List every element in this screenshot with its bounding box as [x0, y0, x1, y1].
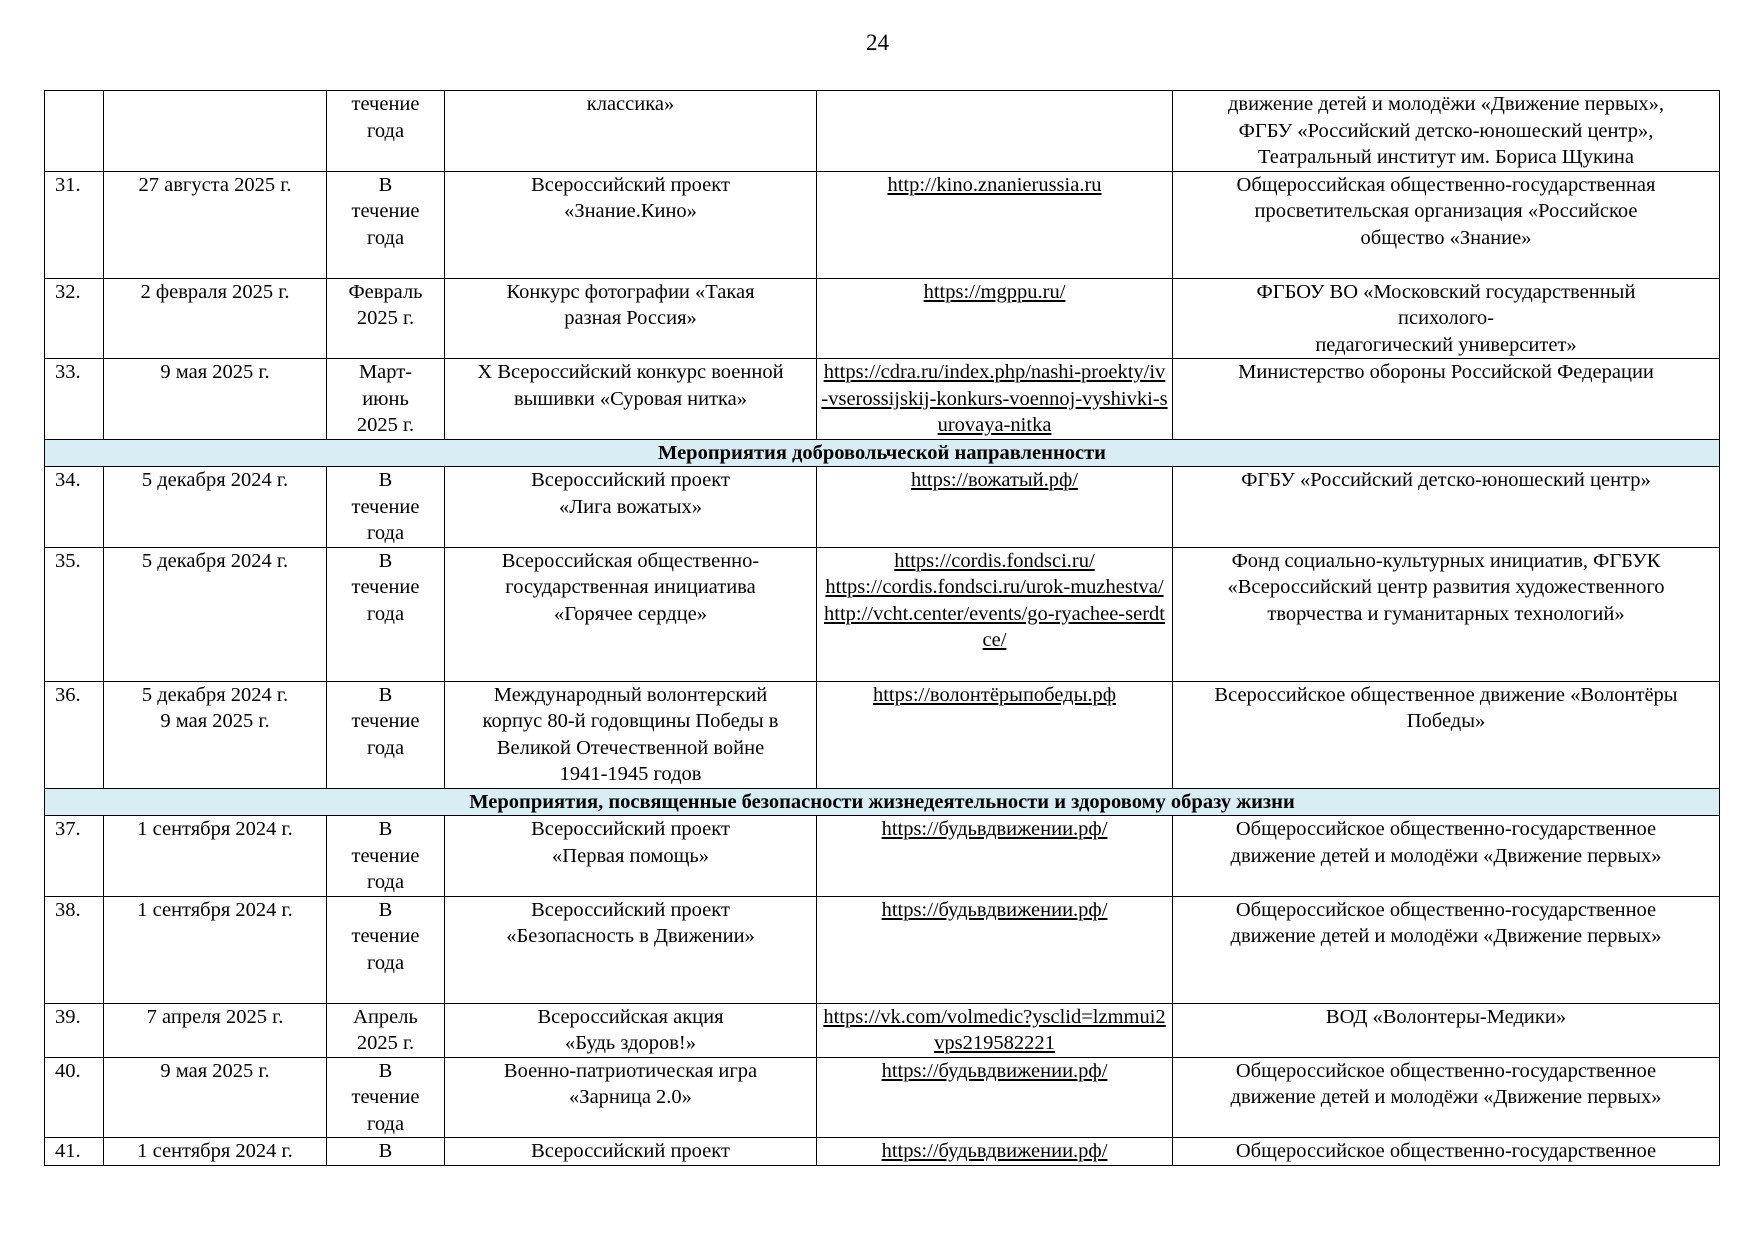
event-links — [817, 547, 1173, 681]
table-row — [45, 1003, 1720, 1057]
page-number: 24 — [866, 30, 889, 55]
organizer: ВОД «Волонтеры-Медики» — [1173, 1003, 1720, 1057]
event-link[interactable]: https://будьвдвижении.рф/ — [881, 1140, 1108, 1162]
event-date: 27 августа 2025 г. — [104, 171, 327, 278]
event-link[interactable]: https://будьвдвижении.рф/ — [881, 1059, 1108, 1082]
table-row — [45, 467, 1720, 548]
row-number: 41. — [45, 1138, 104, 1166]
table-row — [45, 547, 1720, 681]
event-links — [817, 91, 1173, 172]
event-link[interactable]: https://будьвдвижении.рф/ — [881, 818, 1108, 840]
event-links — [817, 1003, 1173, 1057]
event-links — [817, 359, 1173, 440]
organizer: Общероссийское общественно-государственное движение детей и молодёжи «Движение первых» — [1173, 816, 1720, 897]
event-links — [817, 1138, 1173, 1166]
event-period: В течение года — [327, 467, 445, 548]
event-date: 1 сентября 2024 г. — [104, 896, 327, 1003]
event-period: В течение года — [327, 1057, 445, 1138]
organizer: Общероссийское общественно-государственное — [1173, 1138, 1720, 1166]
section-title: Мероприятия добровольческой направленности — [45, 439, 1720, 467]
event-links — [817, 278, 1173, 359]
event-title: Всероссийская общественно- государственная инициатива «Горячее сердце» — [445, 547, 817, 681]
table-row — [45, 681, 1720, 788]
events-table — [44, 90, 1720, 1166]
event-link[interactable]: https://cdra.ru/index.php/nashi-proekty/iv-vserossijskij-konkurs-voennoj-vyshivki-surovaya-nitka — [821, 361, 1168, 436]
event-links — [817, 816, 1173, 897]
event-date: 5 декабря 2024 г. — [104, 467, 327, 548]
organizer: Министерство обороны Российской Федерации — [1173, 359, 1720, 440]
table-row — [45, 359, 1720, 440]
event-date: 2 февраля 2025 г. — [104, 278, 327, 359]
table-row — [45, 1138, 1720, 1166]
organizer: ФГБУ «Российский детско-юношеский центр» — [1173, 467, 1720, 548]
event-link[interactable]: http://kino.znanierussia.ru — [887, 173, 1102, 196]
event-period: В течение года — [327, 171, 445, 278]
event-date — [104, 91, 327, 172]
organizer: Фонд социально-культурных инициатив, ФГБУК «Всероссийский центр развития художественного творчества и гуманитарных технологий» — [1173, 547, 1720, 681]
row-number: 33. — [45, 359, 104, 440]
row-number — [45, 91, 104, 172]
event-links — [817, 896, 1173, 1003]
event-link[interactable]: https://vk.com/volmedic?ysclid=lzmmui2vps219582221 — [823, 1005, 1166, 1054]
event-link[interactable]: https://cordis.fondsci.ru/ — [894, 549, 1095, 572]
row-number: 39. — [45, 1003, 104, 1057]
event-link[interactable]: http://vcht.center/events/go-ryachee-serdtce/ — [824, 602, 1165, 651]
event-period: Март- июнь 2025 г. — [327, 359, 445, 440]
table-row — [45, 816, 1720, 897]
event-link[interactable]: https://будьвдвижении.рф/ — [881, 898, 1108, 921]
event-links — [817, 1057, 1173, 1138]
event-link[interactable]: https://волонтёрыпобеды.рф — [872, 683, 1117, 706]
event-date: 1 сентября 2024 г. — [104, 1138, 327, 1166]
section-header — [45, 788, 1720, 816]
event-period: В течение года — [327, 547, 445, 681]
event-link[interactable]: https://cordis.fondsci.ru/urok-muzhestva/ — [825, 576, 1164, 598]
table-row — [45, 1057, 1720, 1138]
event-title: Всероссийский проект «Первая помощь» — [445, 816, 817, 897]
row-number: 38. — [45, 896, 104, 1003]
row-number: 35. — [45, 547, 104, 681]
table-row — [45, 896, 1720, 1003]
event-date: 9 мая 2025 г. — [104, 359, 327, 440]
event-link[interactable]: https://mgppu.ru/ — [923, 280, 1066, 303]
row-number: 31. — [45, 171, 104, 278]
event-date: 9 мая 2025 г. — [104, 1057, 327, 1138]
row-number: 36. — [45, 681, 104, 788]
event-title: Всероссийский проект «Лига вожатых» — [445, 467, 817, 548]
event-period: В течение года — [327, 896, 445, 1003]
row-number: 34. — [45, 467, 104, 548]
event-title: Всероссийский проект — [445, 1138, 817, 1166]
event-title: Конкурс фотографии «Такая разная Россия» — [445, 278, 817, 359]
event-links — [817, 681, 1173, 788]
event-date: 5 декабря 2024 г. — [104, 547, 327, 681]
event-title: Международный волонтерский корпус 80-й годовщины Победы в Великой Отечественной войне 1941-1945 годов — [445, 681, 817, 788]
organizer: движение детей и молодёжи «Движение первых», ФГБУ «Российский детско-юношеский центр», Театральный институт им. Бориса Щукина — [1173, 91, 1720, 172]
event-period: В течение года — [327, 816, 445, 897]
event-period: В — [327, 1138, 445, 1166]
event-link[interactable]: https://вожатый.рф/ — [910, 469, 1079, 491]
event-links — [817, 467, 1173, 548]
event-title: Всероссийская акция «Будь здоров!» — [445, 1003, 817, 1057]
event-links — [817, 171, 1173, 278]
row-number: 32. — [45, 278, 104, 359]
event-period: Февраль 2025 г. — [327, 278, 445, 359]
event-title: Военно-патриотическая игра «Зарница 2.0» — [445, 1057, 817, 1138]
table-row — [45, 278, 1720, 359]
section-title: Мероприятия, посвященные безопасности жизнедеятельности и здоровому образу жизни — [45, 788, 1720, 816]
event-date: 5 декабря 2024 г. 9 мая 2025 г. — [104, 681, 327, 788]
organizer: Общероссийское общественно-государственное движение детей и молодёжи «Движение первых» — [1173, 896, 1720, 1003]
event-period: течение года — [327, 91, 445, 172]
event-date: 1 сентября 2024 г. — [104, 816, 327, 897]
table-row — [45, 171, 1720, 278]
organizer: Всероссийское общественное движение «Волонтёры Победы» — [1173, 681, 1720, 788]
event-title: X Всероссийский конкурс военной вышивки «Суровая нитка» — [445, 359, 817, 440]
event-title: классика» — [445, 91, 817, 172]
section-header — [45, 439, 1720, 467]
table-row — [45, 91, 1720, 172]
event-period: Апрель 2025 г. — [327, 1003, 445, 1057]
event-period: В течение года — [327, 681, 445, 788]
organizer: ФГБОУ ВО «Московский государственный психолого- педагогический университет» — [1173, 278, 1720, 359]
organizer: Общероссийская общественно-государственная просветительская организация «Российское общество «Знание» — [1173, 171, 1720, 278]
row-number: 37. — [45, 816, 104, 897]
event-date: 7 апреля 2025 г. — [104, 1003, 327, 1057]
organizer: Общероссийское общественно-государственное движение детей и молодёжи «Движение первых» — [1173, 1057, 1720, 1138]
event-title: Всероссийский проект «Безопасность в Движении» — [445, 896, 817, 1003]
event-title: Всероссийский проект «Знание.Кино» — [445, 171, 817, 278]
row-number: 40. — [45, 1057, 104, 1138]
